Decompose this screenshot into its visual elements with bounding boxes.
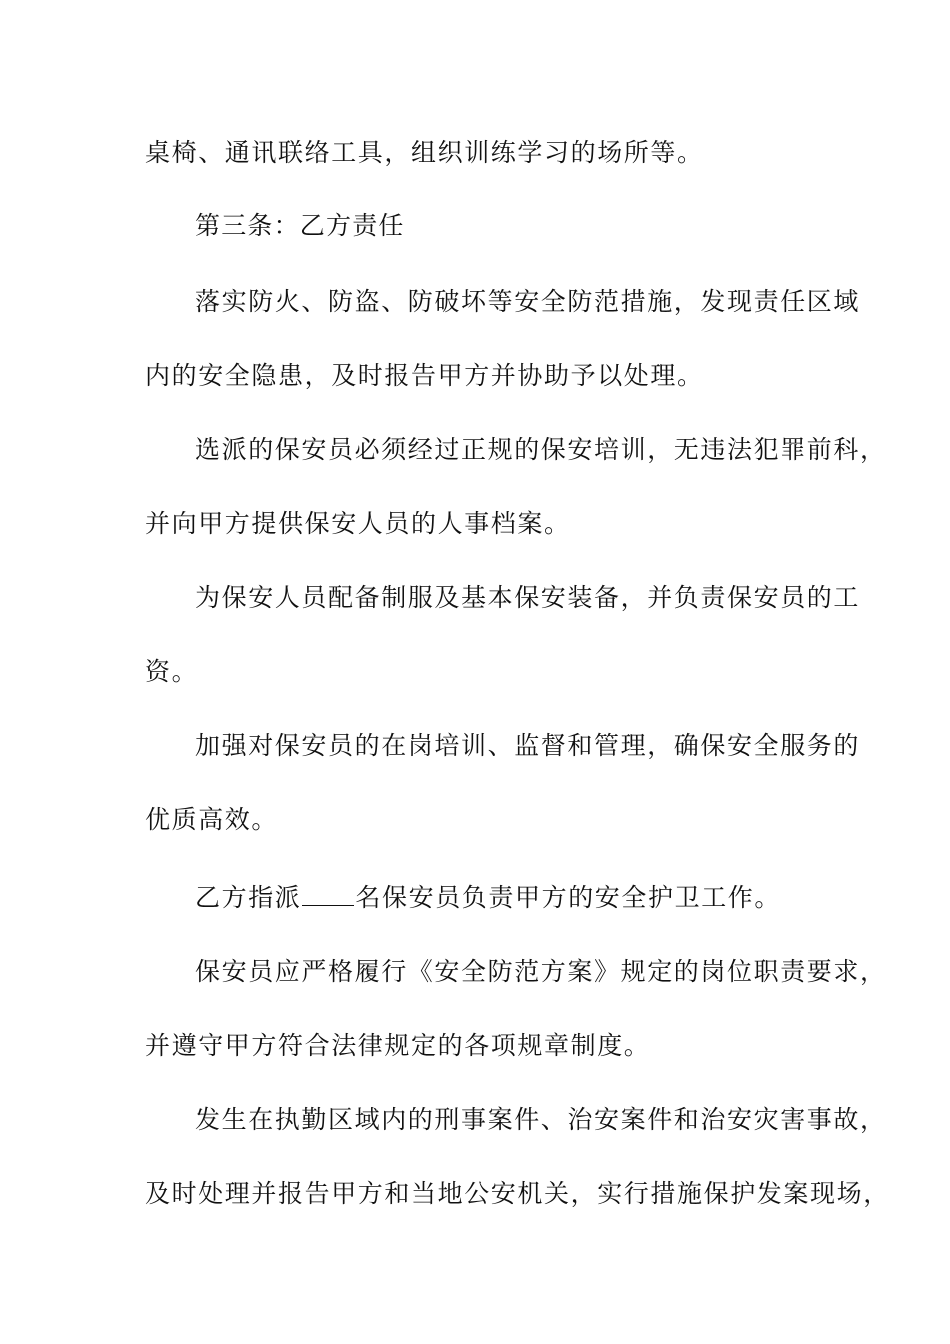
paragraph-line: 发生在执勤区域内的刑事案件、治安案件和治安灾害事故，	[195, 1105, 887, 1134]
paragraph-line: 保安员应严格履行《安全防范方案》规定的岗位职责要求，	[195, 957, 887, 986]
paragraph-line: 并向甲方提供保安人员的人事档案。	[145, 509, 571, 538]
paragraph-line: 内的安全隐患，及时报告甲方并协助予以处理。	[145, 361, 704, 390]
paragraph-line: 资。	[145, 657, 199, 686]
paragraph-line: 并遵守甲方符合法律规定的各项规章制度。	[145, 1031, 651, 1060]
assignment-after-text: 名保安员负责甲方的安全护卫工作。	[355, 883, 782, 912]
section-heading: 第三条：乙方责任	[195, 211, 405, 240]
fill-in-blank[interactable]	[302, 881, 354, 906]
paragraph-line: 桌椅、通讯联络工具，组织训练学习的场所等。	[145, 138, 704, 167]
paragraph-line: 为保安人员配备制服及基本保安装备，并负责保安员的工	[195, 583, 861, 612]
paragraph-line: 加强对保安员的在岗培训、监督和管理，确保安全服务的	[195, 731, 861, 760]
paragraph-line: 及时处理并报告甲方和当地公安机关，实行措施保护发案现场，	[145, 1179, 890, 1208]
paragraph-line: 选派的保安员必须经过正规的保安培训，无违法犯罪前科，	[195, 435, 887, 464]
paragraph-line: 落实防火、防盗、防破坏等安全防范措施，发现责任区域	[195, 287, 861, 316]
paragraph-line: 优质高效。	[145, 805, 279, 834]
assignment-line	[195, 881, 781, 914]
assignment-before-text: 乙方指派	[195, 883, 302, 912]
